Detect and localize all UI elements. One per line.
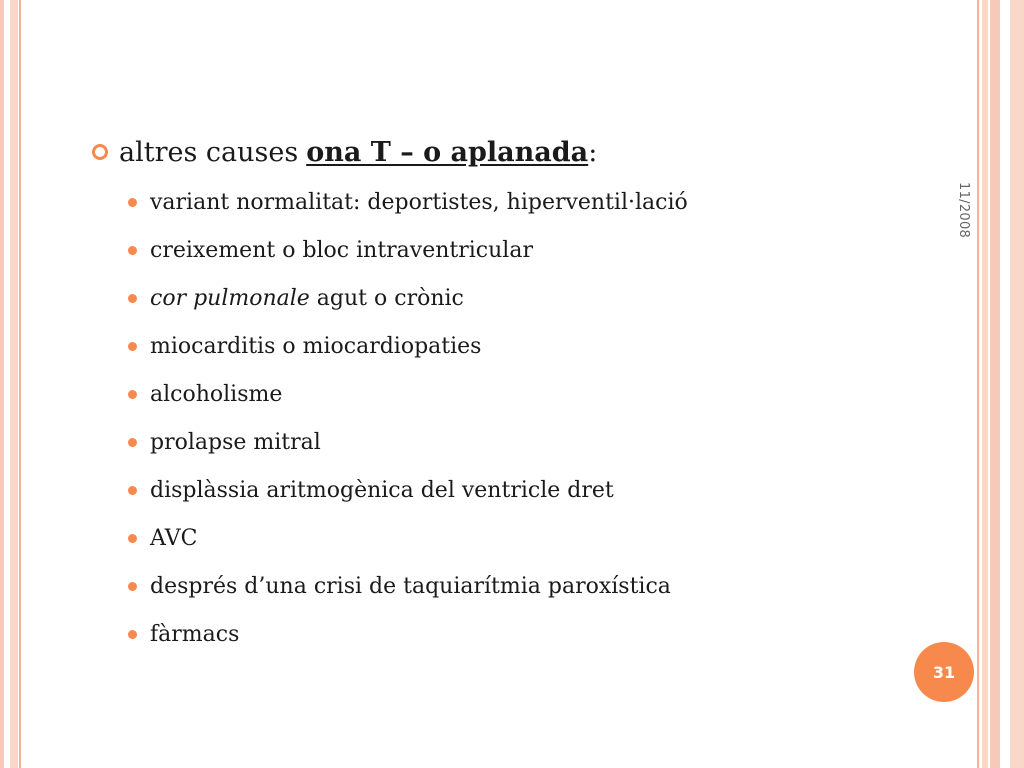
right-border-stripe	[982, 0, 988, 768]
sub-bullet-label: després d’una crisi de taquiarítmia paroxística	[150, 573, 671, 599]
dot-bullet-icon	[128, 582, 137, 591]
sub-bullet-item	[128, 178, 688, 226]
sub-bullet-text	[150, 574, 671, 599]
sub-bullet-item	[128, 370, 688, 418]
sub-bullet-item	[128, 322, 688, 370]
dot-bullet-icon	[128, 390, 137, 399]
main-bullet-emphasis: ona T – o aplanada	[306, 136, 589, 168]
sub-bullet-item	[128, 274, 688, 322]
right-border-stripe	[1010, 0, 1024, 768]
sub-bullet-label: fàrmacs	[150, 621, 240, 647]
sub-bullet-text	[150, 190, 688, 215]
dot-bullet-icon	[128, 486, 137, 495]
dot-bullet-icon	[128, 294, 137, 303]
sub-bullet-label: agut o crònic	[309, 285, 464, 311]
sub-bullet-text	[150, 478, 614, 503]
sub-bullet-italic-term: cor pulmonale	[150, 285, 310, 311]
sub-bullet-item	[128, 226, 688, 274]
sub-bullet-label: creixement o bloc intraventricular	[150, 237, 533, 263]
dot-bullet-icon	[128, 198, 137, 207]
sub-bullet-label: AVC	[150, 525, 198, 551]
sub-bullet-item	[128, 466, 688, 514]
sub-bullet-label: alcoholisme	[150, 381, 283, 407]
right-border-stripe	[977, 0, 979, 768]
dot-bullet-icon	[128, 630, 137, 639]
sub-bullet-text	[150, 622, 239, 647]
sub-bullet-label: variant normalitat: deportistes, hiperventil·lació	[150, 189, 688, 215]
sub-bullet-text	[150, 334, 481, 359]
main-bullet	[92, 132, 597, 172]
sub-bullet-label: prolapse mitral	[150, 429, 321, 455]
ring-bullet-icon	[92, 144, 108, 160]
dot-bullet-icon	[128, 534, 137, 543]
sub-bullet-text	[150, 286, 464, 311]
left-border-stripe	[10, 0, 18, 768]
sub-bullet-item	[128, 610, 688, 658]
sub-bullet-item	[128, 562, 688, 610]
dot-bullet-icon	[128, 246, 137, 255]
sub-bullet-label: miocarditis o miocardiopaties	[150, 333, 482, 359]
sub-bullet-item	[128, 514, 688, 562]
main-bullet-suffix: :	[588, 136, 598, 168]
main-bullet-lead: altres causes	[119, 136, 299, 168]
sub-bullet-item	[128, 418, 688, 466]
left-border-stripe	[19, 0, 21, 768]
sub-bullet-text	[150, 238, 533, 263]
sub-bullet-label: displàssia aritmogènica del ventricle dret	[150, 477, 614, 503]
sub-bullet-text	[150, 382, 282, 407]
sub-bullet-text	[150, 526, 198, 551]
dot-bullet-icon	[128, 438, 137, 447]
left-border-stripe	[0, 0, 4, 768]
right-border-stripe	[990, 0, 1000, 768]
slide-date: 11/2008	[956, 182, 971, 239]
sub-bullet-text	[150, 430, 321, 455]
sub-bullet-list	[128, 178, 688, 658]
page-number-badge: 31	[914, 642, 974, 702]
dot-bullet-icon	[128, 342, 137, 351]
